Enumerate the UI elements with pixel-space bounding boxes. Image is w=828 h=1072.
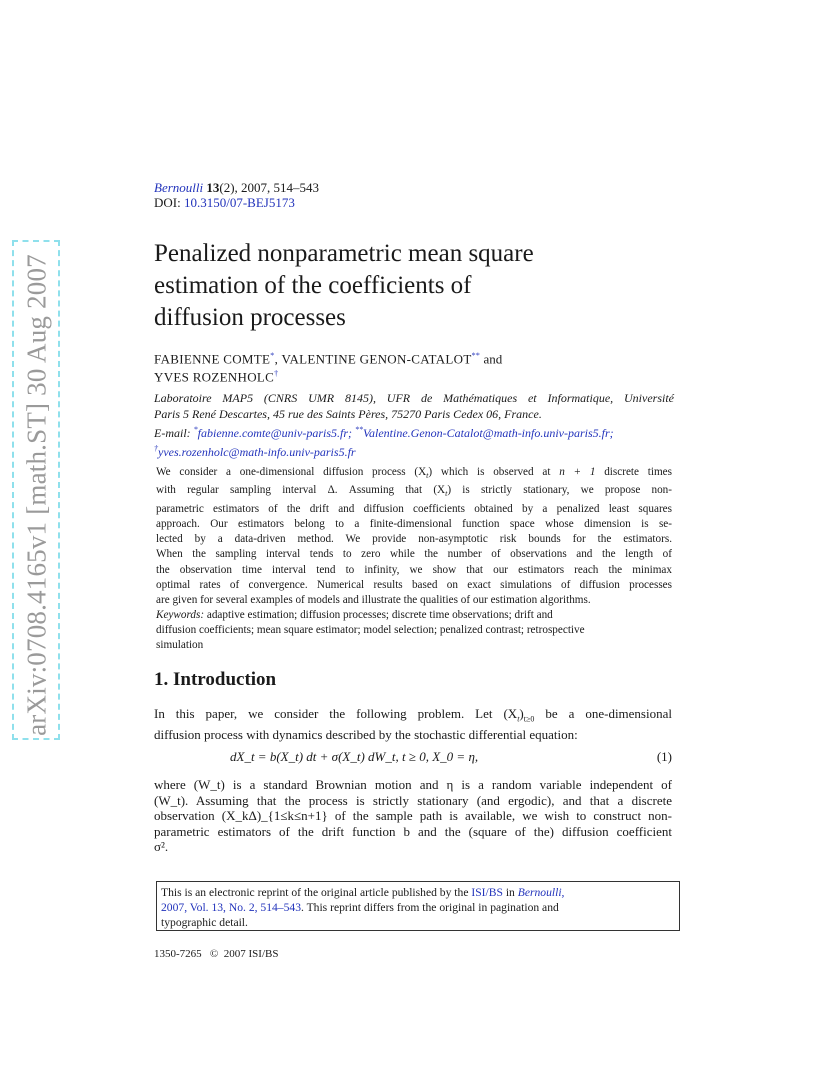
body-line: observation (X_kΔ)_{1≤k≤n+1} of the sample path is available, we wish to construct non- (154, 808, 672, 823)
author-2: VALENTINE GENON-CATALOT (281, 351, 472, 367)
keywords-line: diffusion coefficients; mean square estimator; model selection; penalized contrast; retrospective (156, 624, 585, 637)
volume-link[interactable]: 2007, Vol. 13, No. 2, 514–543 (161, 901, 301, 914)
email-label: E-mail: (154, 426, 194, 440)
section-heading (154, 669, 276, 691)
body-line: (W_t). Assuming that the process is strictly stationary (and ergodic), and that a discrete (154, 792, 672, 808)
abstract-line: parametric estimators of the drift and diffusion coefficients obtained by a penalized least squares (156, 502, 672, 515)
email-line-2 (154, 441, 674, 460)
author-list (154, 348, 502, 385)
journal-citation (154, 180, 319, 195)
author-1-mark[interactable]: * (270, 351, 275, 360)
affil-line-1: Laboratoire MAP5 (CNRS UMR 8145), UFR de Mathématiques et Informatique, Université (154, 391, 674, 405)
affil-line-2: Paris 5 René Descartes, 45 rue des Saints Pères, 75270 Paris Cedex 06, France. (154, 407, 542, 421)
isi-link[interactable]: ISI/BS (471, 886, 503, 899)
email-3-link[interactable]: yves.rozenholc@math-info.univ-paris5.fr (158, 445, 356, 459)
author-and: and (480, 351, 503, 367)
abstract-line: approach. Our estimators belong to a finite-dimensional function space whose dimension is se- (156, 518, 672, 531)
author-1: FABIENNE COMTE (154, 351, 271, 367)
abstract-line: are given for several examples of models and illustrate the qualities of our estimation algorithms. (156, 594, 591, 607)
abstract-line: with regular sampling interval Δ. Assuming that $(X_t)$ is strictly stationary, we propose non- (156, 484, 672, 499)
body-line: where (W_t) is a standard Brownian motion and η is a random variable independent of (154, 777, 672, 792)
abstract-line: When the sampling interval tends to zero while the number of observations and the length of (156, 548, 672, 561)
equation-body: dX_t = b(X_t) dt + σ(X_t) dW_t, t ≥ 0, X_0 = η, (230, 749, 479, 764)
intro-paragraph-2 (154, 777, 672, 855)
email-3-mark: † (154, 444, 158, 453)
issn-copyright: 1350-7265 © 2007 ISI/BS (154, 948, 279, 960)
author-3-mark[interactable]: † (274, 369, 279, 379)
doi-label: DOI: (154, 195, 181, 210)
body-line: In this paper, we consider the following problem. Let $(X_t)_{t\ge 0}$ be a one-dimensional (154, 706, 672, 724)
email-2-mark: ** (355, 425, 363, 434)
abstract-line: the observation time interval tend to infinity, we show that our estimators reach the minimax (156, 563, 672, 576)
email-line (154, 422, 674, 441)
bernoulli-link[interactable]: Bernoulli, (517, 886, 565, 899)
arxiv-stamp: arXiv:0708.4165v1 [math.ST] 30 Aug 2007 (21, 254, 52, 736)
keywords-line: simulation (156, 639, 204, 652)
equation-1 (154, 749, 672, 767)
author-2-mark[interactable]: ** (471, 351, 481, 360)
intro-paragraph-1 (154, 706, 672, 743)
body-line: σ². (154, 839, 169, 854)
keywords-line: adaptive estimation; diffusion processes; discrete time observations; drift and (204, 609, 553, 621)
doi-link[interactable]: 10.3150/07-BEJ5173 (183, 195, 295, 210)
body-line: diffusion process with dynamics described by the stochastic differential equation: (154, 727, 578, 743)
reprint-text: This is an electronic reprint of the original article published by the (161, 886, 472, 899)
section-title: Introduction (173, 669, 277, 690)
keywords-label: Keywords: (156, 609, 205, 621)
email-1-mark: * (193, 425, 198, 434)
abstract (156, 465, 672, 608)
body-line: parametric estimators of the drift function b and the (square of the) diffusion coefficient (154, 823, 672, 839)
title-line-1: Penalized nonparametric mean square (154, 240, 534, 267)
email-1-link[interactable]: fabienne.comte@univ-paris5.fr; (197, 426, 352, 440)
affiliation (154, 390, 674, 460)
author-3: YVES ROZENHOLC (154, 369, 275, 385)
equation-number: (1) (656, 749, 672, 764)
author-sep: , (274, 351, 282, 367)
keywords (156, 608, 672, 654)
journal-link[interactable]: Bernoulli (154, 180, 204, 195)
title-line-2: estimation of the coefficients of (154, 272, 472, 299)
reprint-text: . This reprint differs from the original in pagination and (301, 901, 559, 914)
abstract-line: optimal rates of convergence. Numerical results based on exact simulations of diffusion processes (156, 578, 672, 591)
abstract-line: lected by a data-driven method. We provide non-asymptotic risk bounds for the estimators. (156, 533, 672, 546)
reprint-text: in (502, 886, 518, 899)
volume: 13 (206, 180, 220, 195)
email-2-link[interactable]: Valentine.Genon-Catalot@math-info.univ-paris5.fr; (363, 426, 614, 440)
issue-pages: (2), 2007, 514–543 (219, 180, 320, 195)
paper-title (154, 238, 674, 334)
reprint-text: typographic detail. (161, 916, 248, 929)
title-line-3: diffusion processes (154, 304, 346, 331)
reprint-notice (156, 881, 680, 931)
doi-line (154, 195, 295, 210)
abstract-line: We consider a one-dimensional diffusion process $(X_t)$ which is observed at n + 1 discrete times (156, 466, 672, 481)
section-number: 1. (154, 669, 169, 690)
